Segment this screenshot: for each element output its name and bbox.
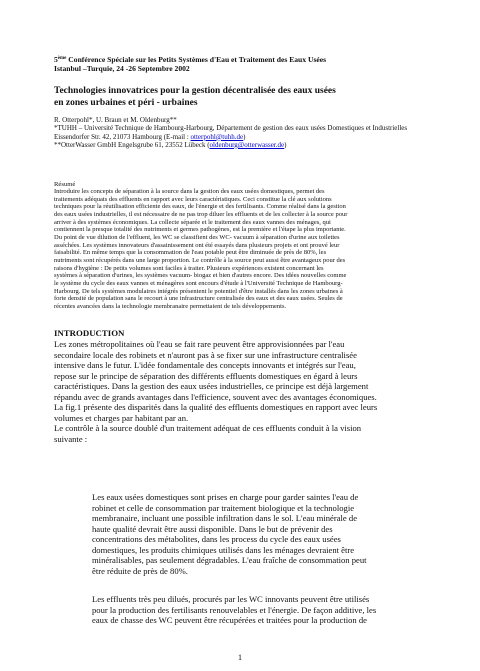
- affiliation-1: *TUHH – Université Technique de Hambourg-Harbourg, Département de gestion des eaux usées Domestiques et Industrielles: [54, 124, 408, 133]
- introduction-body: [54, 339, 426, 444]
- quote-line: être réduite de près de 80%.: [92, 565, 188, 576]
- authors-block: [54, 116, 426, 149]
- address-1: Eissendorfer Str. 42, 21073 Hambourg (E-mail : otterpohl@tuhh.de): [54, 132, 246, 141]
- author-names: R. Otterpohl*, U. Braun et M. Oldenburg**: [54, 116, 177, 124]
- abstract-line: arriver à des systèmes économiques. La collecte séparée et le traitement des eaux vannes des ménages, qui: [54, 218, 331, 226]
- abstract-line: asséchées. Les systèmes innovateurs d'assainissement ont été essayés dans plusieurs projets et ont prouvé leur: [54, 241, 340, 249]
- email-link-1[interactable]: otterpohl@tuhh.de: [190, 132, 244, 141]
- affiliation-2: **OtterWasser GmbH Engelsgrube 61, 23552 Lübeck (oldenburg@otterwasser.de): [54, 140, 287, 149]
- quote-line: robinet et celle de consommation par traitement biologique et la technologie: [92, 502, 355, 513]
- title-line-1: Technologies innovatrices pour la gestion décentralisée des eaux usées: [54, 86, 336, 96]
- introduction-line: Les zones métropolitaines où l'eau se fait rare peuvent être approvisionnées par l'eau: [54, 339, 345, 349]
- quote-line: pour la production des fertilisants renouvelables et l'énergie. De façon additive, les: [92, 604, 377, 615]
- quote-line: minéralisables, pas seulement dégradables. L'eau fraîche de consommation peut: [92, 555, 367, 565]
- conference-line-1: 5ème Conférence Spéciale sur les Petits Systèmes d'Eau et Traitement des Eaux Usées: [54, 55, 327, 64]
- introduction-line: La fig.1 présente des disparités dans la qualité des effluents domestiques en rapport avec leurs: [54, 402, 378, 412]
- abstract-line: systèmes à séparation d'urines, les systèmes vacuum- biogaz et bien d'autres encore. Des idées nouvelles comme: [54, 272, 347, 280]
- abstract-line: contiennent la presque totalité des nutriments et germes pathogènes, est la première et l'étape la plus importante.: [54, 226, 346, 234]
- abstract-line: traitements adéquats des effluents en rapport avec leurs caractéristiques. Ceci constitue la clé aux solutions: [54, 195, 332, 203]
- conference-line-2: Istanbul –Turquie, 24 -26 Septembre 2002: [54, 64, 190, 73]
- quote-line: membranaire, incluant une possible infiltration dans le sol. L'eau minérale de: [92, 513, 358, 523]
- indented-paragraph-2: [92, 594, 422, 626]
- page-number: 1: [237, 652, 243, 662]
- abstract-heading: Résumé: [54, 181, 76, 188]
- paper-title: [54, 86, 426, 109]
- title-line-2: en zones urbaines et péri - urbaines: [54, 97, 198, 108]
- quote-line: haute qualité devrait être aussi disponible. Dans le but de prévenir des: [92, 523, 333, 534]
- introduction-line: Le contrôle à la source doublé d'un traitement adéquat de ces effluents conduit à la vision: [54, 423, 362, 433]
- introduction-line: repose sur le principe de séparation des différents effluents domestiques en égard à leurs: [54, 370, 358, 381]
- abstract-line: techniques pour la réutilisation efficiente des eaux, de l'énergie et des fertilisants. Comme réalisé dans la gestion: [54, 203, 346, 211]
- quote-line: Les eaux usées domestiques sont prises en charge pour garder saintes l'eau de: [92, 492, 359, 502]
- abstract-line: faisabilité. En même temps que la consommation de l'eau potable peut être diminuée de près de 80%, les: [54, 249, 327, 257]
- email-link-2[interactable]: oldenburg@otterwasser.de: [209, 140, 285, 149]
- abstract-line: des eaux usées industrielles, il est nécessaire de ne pas trop diluer les effluents et de les collecter à la source pour: [54, 210, 348, 218]
- abstract-line: raisons d'hygiène : De petits volumes sont faciles à traiter. Plusieurs expériences existent concernant les: [54, 264, 324, 272]
- quote-line: Les effluents très peu dilués, procurés par les WC innovants peuvent être utilisés: [92, 594, 370, 604]
- abstract-line: Introduire les concepts de séparation à la source dans la gestion des eaux usées domestiques, permet des: [54, 188, 325, 195]
- abstract-line: Du point de vue dilution de l'effluent, les WC se classifient des WC- vacuum à séparation d'urine aux toilettes: [54, 233, 340, 241]
- introduction-line: secondaire locale des robinets et n'auront pas à se fixer sur une infrastructure centralisée: [54, 349, 357, 360]
- abstract-line: forte densité de population sans le recourt à une infrastructure centralisée des eaux et des eaux usées. Seules de: [54, 295, 343, 303]
- introduction-line: répandu avec de grands avantages dans l'efficience, souvent avec des avantages économiques.: [54, 391, 377, 402]
- abstract-body: [54, 188, 426, 311]
- introduction-heading: INTRODUCTION: [54, 328, 125, 338]
- abstract-line: Harbourg. De tels systèmes modulaires intégrés présentent le potentiel d'être installés dans les zones urbaines à: [54, 287, 343, 295]
- abstract-line: le système du cycle des eaux vannes et ménagères sont encours d'étude à l'Université Technique de Hambourg-: [54, 279, 343, 287]
- abstract-line: récentes avancées dans la technologie membranaire permettaient de tels développements.: [54, 302, 287, 310]
- quote-line: domestiques, les produits chimiques utilisés dans les ménages devraient être: [92, 544, 355, 555]
- superscript: ème: [57, 56, 67, 61]
- introduction-line: suivante :: [54, 433, 88, 444]
- abstract-line: nutriments sont récupérés dans une large proportion. Le contrôle à la source peut aussi être avantageux pour des: [54, 256, 346, 264]
- introduction-line: caractéristiques. Dans la gestion des eaux usées industrielles, ce principe est déjà largement: [54, 381, 369, 391]
- quote-line: eaux de chasse des WC peuvent être récupérées et traitées pour la production de: [92, 615, 367, 625]
- conference-header: [54, 54, 426, 73]
- introduction-line: volumes et charges par habitant par an.: [54, 412, 189, 423]
- indented-paragraph-1: [92, 492, 422, 576]
- quote-line: concentrations des métabolites, dans les process du cycle des eaux usées: [92, 534, 341, 544]
- introduction-line: intensive dans le futur. L'idée fondamentale des concepts innovants et intégrés sur l'eau,: [54, 360, 356, 370]
